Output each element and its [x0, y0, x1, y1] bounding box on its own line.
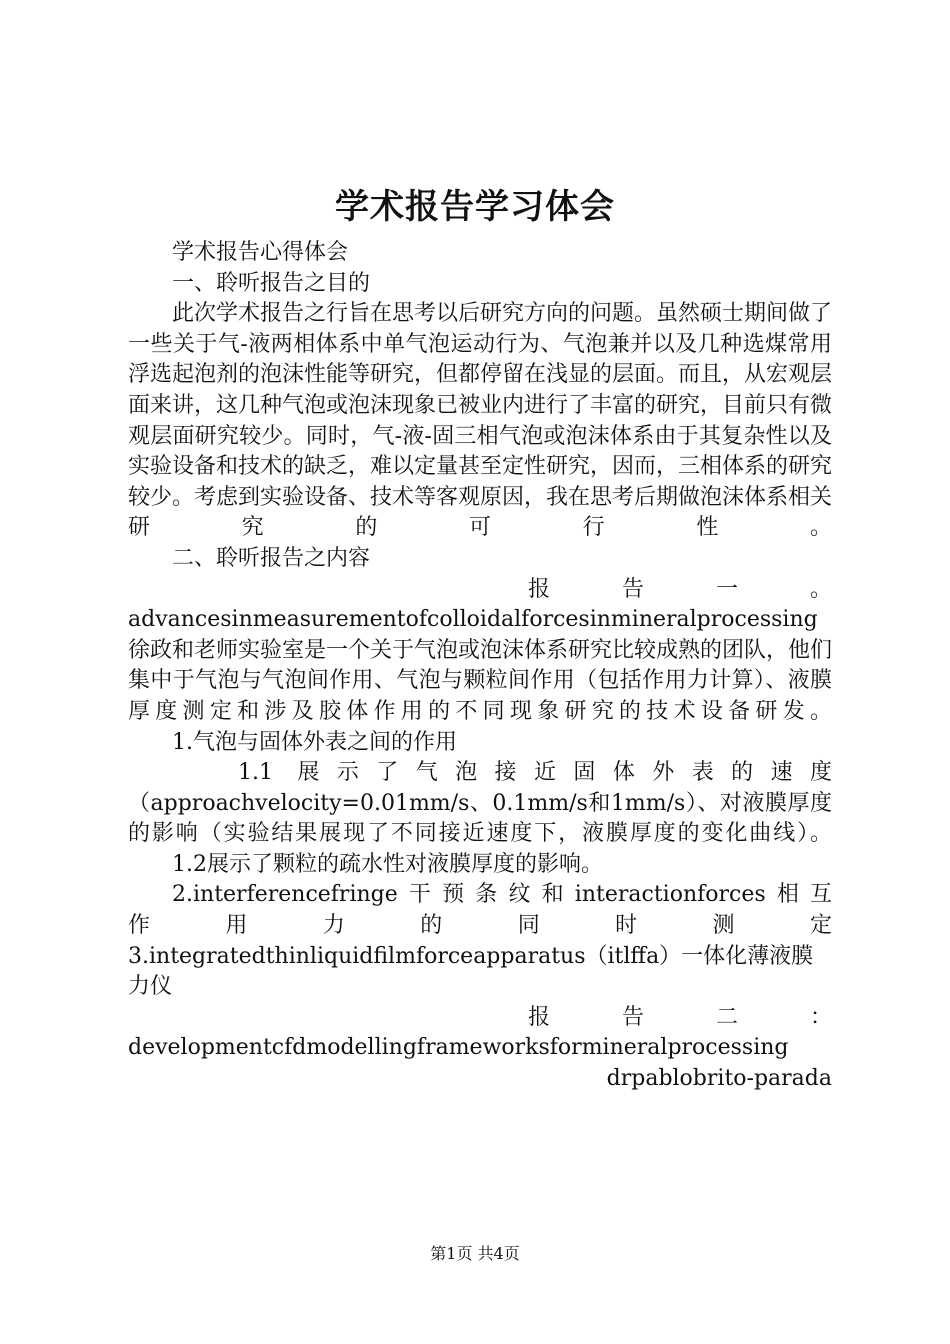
- item-1-1-rest: （approachvelocity=0.01mm/s、0.1mm/s和1mm/s）、对液膜厚度的影响（实验结果展现了不同接近速度下，液膜厚度的变化曲线）。: [128, 790, 832, 847]
- item-1: 1.气泡与固体外表之间的作用: [172, 729, 457, 755]
- report-two-heading-char: 告: [621, 1004, 644, 1030]
- report-one-heading-char: 报: [528, 576, 551, 602]
- report-two-heading-char: 报: [528, 1004, 551, 1030]
- paragraph-report-one: advancesinmeasurementofcolloidalforcesinmineralprocessing徐政和老师实验室是一个关于气泡或泡沫体系研究比较成熟的团队，他们集中于气泡与气泡间作用、气泡与颗粒间作用（包括作用力计算）、液膜厚度测定和涉及胶体作用的不同现象研究的技术设备研发。: [128, 607, 833, 724]
- paragraph-purpose: 此次学术报告之行旨在思考以后研究方向的问题。虽然硕士期间做了一些关于气-液两相体系中单气泡运动行为、气泡兼并以及几种选煤常用浮选起泡剂的泡沫性能等研究，但都停留在浅显的层面。而且，从宏观层面来讲，这几种气泡或泡沫现象已被业内进行了丰富的研究，目前只有微观层面研究较少。同时，气-液-固三相气泡或泡沫体系由于其复杂性以及实验设备和技术的缺乏，难以定量甚至定性研究，因而，三相体系的研究较少。考虑到实验设备、技术等客观原因，我在思考后期做泡沫体系相关研究的可行性。: [128, 301, 833, 541]
- report-two-heading-char: ：: [809, 1004, 832, 1030]
- document-body: [128, 238, 832, 1095]
- report-two-heading-char: 二: [715, 1004, 738, 1030]
- item-2-word: 时: [615, 913, 638, 939]
- page-footer: 第1页 共4页: [430, 1244, 520, 1263]
- subtitle: 学术报告心得体会: [172, 240, 349, 265]
- page-title: 学术报告学习体会: [335, 187, 615, 227]
- report-two-title: developmentcfdmodellingframeworksformineralprocessing: [128, 1035, 789, 1061]
- item-1-1-first-line: 1.1 展示了气泡接近固体外表的速度: [238, 760, 832, 786]
- item-2-word: 用: [225, 913, 248, 939]
- item-2-line-1: 2.interferencefringe干预条纹和interactionforces相互: [172, 882, 832, 908]
- report-one-heading-char: 一: [715, 576, 738, 602]
- section-heading-purpose: 一、聆听报告之目的: [172, 270, 371, 296]
- report-one-heading-char: 。: [809, 576, 832, 602]
- item-2-line-2: [128, 911, 832, 942]
- report-two-speaker: drpablobrito-parada: [606, 1066, 832, 1092]
- section-heading-content: 二、聆听报告之内容: [172, 545, 371, 571]
- item-2-word: 定: [809, 913, 832, 939]
- item-1-2: 1.2展示了颗粒的疏水性对液膜厚度的影响。: [172, 851, 603, 877]
- item-3: 3.integratedthinliquidfilmforceapparatus（itlffa）一体化薄液膜力仪: [128, 943, 814, 1000]
- item-2-word: 测: [712, 913, 735, 939]
- item-2-word: 力: [322, 913, 345, 939]
- report-one-heading-char: 告: [621, 576, 644, 602]
- item-2-word: 作: [128, 913, 151, 939]
- item-2-word: 的: [420, 913, 443, 939]
- item-2-word: 同: [517, 913, 540, 939]
- report-one-heading: [128, 575, 832, 606]
- report-two-heading: [128, 1003, 832, 1034]
